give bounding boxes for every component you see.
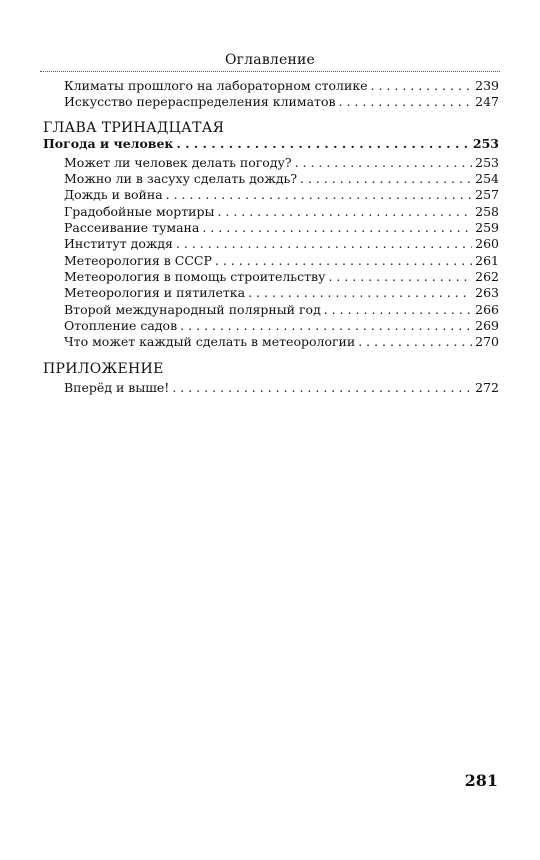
chapter-title-page: 253 — [472, 135, 499, 151]
toc-entry-title: Что может каждый сделать в метеорологии — [64, 334, 356, 350]
toc-entry-page: 262 — [475, 268, 499, 284]
toc-entry[interactable] — [43, 334, 499, 350]
toc-entry-title: Можно ли в засуху сделать дождь? — [64, 171, 298, 187]
toc-entry-title: Метеорология и пятилетка — [64, 285, 246, 301]
toc-entry-title: Климаты прошлого на лабораторном столике — [64, 78, 368, 93]
toc-entry[interactable] — [43, 253, 499, 269]
leader-dots — [217, 204, 472, 220]
leader-dots — [166, 187, 472, 203]
toc-entry-page: 272 — [475, 380, 499, 396]
appendix-heading: ПРИЛОЖЕНИЕ — [43, 361, 164, 378]
leader-dots — [202, 220, 472, 236]
page-number: 281 — [464, 771, 498, 790]
leader-dots — [172, 380, 472, 396]
toc-entry-title: Рассеивание тумана — [64, 220, 200, 236]
toc-entry-page: 257 — [475, 187, 499, 203]
toc-entry-page: 258 — [475, 203, 499, 219]
toc-entry-title: Отопление садов — [64, 317, 178, 333]
toc-entry[interactable] — [43, 380, 499, 396]
toc-entry-title: Институт дождя — [64, 236, 173, 252]
header-rule — [40, 71, 500, 72]
toc-entry-title: Искусство перераспределения климатов — [64, 94, 336, 110]
toc-entry-page: 239 — [475, 78, 499, 93]
toc-entry[interactable] — [43, 171, 499, 187]
toc-entry-title: Второй международный полярный год — [64, 301, 321, 317]
toc-entry[interactable] — [43, 155, 499, 171]
toc-entry[interactable] — [43, 269, 499, 285]
toc-entry[interactable] — [43, 94, 499, 110]
toc-entry[interactable] — [43, 204, 499, 220]
toc-entry-title: Метеорология в СССР — [64, 252, 212, 268]
running-header: Оглавление — [224, 52, 316, 68]
toc-entry[interactable] — [43, 285, 499, 301]
toc-entry-page: 261 — [475, 252, 499, 268]
toc-entry-page: 253 — [475, 154, 499, 170]
leader-dots — [328, 269, 472, 285]
leader-dots — [324, 302, 472, 318]
leader-dots — [215, 253, 472, 269]
toc-entry-page: 270 — [475, 334, 499, 350]
toc-entry-page: 247 — [475, 94, 499, 110]
toc-entry[interactable] — [43, 78, 499, 94]
leader-dots — [371, 78, 473, 94]
toc-entry-page: 260 — [475, 236, 499, 252]
toc-entry[interactable] — [43, 302, 499, 318]
toc-entry-title: Градобойные мортиры — [64, 203, 215, 219]
leader-dots — [300, 171, 472, 187]
toc-entry-title: Вперёд и выше! — [64, 380, 170, 396]
leader-dots — [176, 136, 469, 152]
table-of-contents — [43, 78, 499, 397]
toc-entry-title: Дождь и война — [64, 187, 163, 203]
toc-entry-page: 259 — [475, 220, 499, 236]
toc-entry-title: Метеорология в помощь строительству — [64, 268, 326, 284]
toc-entry[interactable] — [43, 187, 499, 203]
toc-entry-page: 254 — [475, 171, 499, 187]
leader-dots — [248, 285, 472, 301]
leader-dots — [176, 236, 472, 252]
toc-entry[interactable] — [43, 318, 499, 334]
leader-dots — [180, 318, 472, 334]
leader-dots — [339, 94, 473, 110]
toc-entry-page: 266 — [475, 301, 499, 317]
toc-entry-title: Может ли человек делать погоду? — [64, 154, 292, 170]
toc-entry[interactable] — [43, 220, 499, 236]
chapter-heading: ГЛАВА ТРИНАДЦАТАЯ — [43, 119, 225, 136]
leader-dots — [295, 155, 473, 171]
leader-dots — [358, 334, 472, 350]
toc-entry-page: 269 — [475, 317, 499, 333]
toc-entry-page: 263 — [475, 285, 499, 301]
chapter-title: Погода и человек — [43, 135, 174, 151]
chapter-title-entry[interactable] — [43, 136, 499, 152]
toc-entry[interactable] — [43, 236, 499, 252]
